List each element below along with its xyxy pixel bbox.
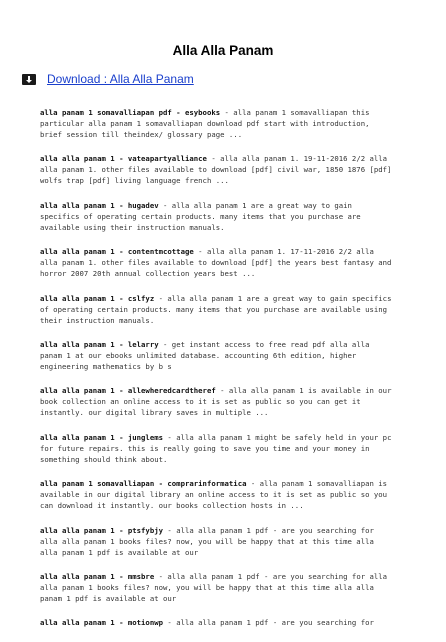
result-text: horror 2007 20th annual collection years best ... xyxy=(40,269,256,279)
result-line xyxy=(40,547,410,558)
result-line xyxy=(40,582,410,593)
result-line xyxy=(40,107,410,118)
result-text: - alla alla panam 1 might be safely held in your pc xyxy=(163,432,392,442)
result-line xyxy=(40,407,410,418)
result-text: - alla panam 1 somavalliapan is xyxy=(246,479,388,489)
result-entry xyxy=(40,385,410,418)
result-text: alla panam 1. other files available to download [pdf] the years best fantasy and xyxy=(40,258,392,268)
result-heading: alla alla panam 1 - ptsfybjy xyxy=(40,525,164,535)
result-line xyxy=(40,432,410,443)
result-line xyxy=(40,268,410,279)
result-line xyxy=(40,385,410,396)
result-heading: alla alla panam 1 - motionwp xyxy=(40,618,164,628)
result-line xyxy=(40,164,410,175)
result-text: brief session till theindex/ glossary page ... xyxy=(40,130,243,139)
result-text: - alla alla panam 1 are a great way to gain specifics xyxy=(154,293,392,303)
result-text: their instruction manuals. xyxy=(40,315,155,325)
result-line xyxy=(40,350,410,361)
result-text: alla panam 1. other files available to download [pdf] civil war, 1850 1876 [pdf] xyxy=(40,165,392,175)
result-line xyxy=(40,293,410,304)
result-text: available using their instruction manuals. xyxy=(40,222,225,232)
download-icon[interactable] xyxy=(22,74,36,85)
result-line xyxy=(40,489,410,500)
result-heading: alla panam 1 somavalliapan - comprarinformatica xyxy=(40,479,247,489)
result-text: engineering mathematics by b s xyxy=(40,361,172,371)
result-heading: alla panam 1 somavalliapan pdf - esybooks xyxy=(40,108,221,117)
result-heading: alla alla panam 1 - hugadev xyxy=(40,200,159,210)
page-title: Alla Alla Panam xyxy=(172,43,274,58)
result-line xyxy=(40,525,410,536)
search-results xyxy=(40,107,410,642)
result-line xyxy=(40,315,410,326)
result-line xyxy=(40,118,410,129)
result-text: - alla alla panam 1 is available in our xyxy=(215,386,392,396)
result-text: - alla panam 1 somavalliapan this xyxy=(220,108,370,117)
result-line xyxy=(40,593,410,604)
download-row[interactable] xyxy=(22,71,194,87)
result-text: - alla alla panam 1 are a great way to gain xyxy=(158,200,352,210)
result-line xyxy=(40,129,410,140)
result-line xyxy=(40,304,410,315)
result-text: panam 1 pdf is available at our xyxy=(40,593,177,603)
result-line xyxy=(40,339,410,350)
result-text: book collection an online access to it is set as public so you can get it xyxy=(40,397,361,407)
result-text: of operating certain products. many items that you purchase are available using xyxy=(40,304,388,314)
result-entry xyxy=(40,617,410,628)
result-line xyxy=(40,257,410,268)
result-line xyxy=(40,361,410,372)
result-entry xyxy=(40,293,410,326)
result-heading: alla alla panam 1 - junglems xyxy=(40,432,164,442)
result-line xyxy=(40,500,410,511)
result-text: particular alla panam 1 somavalliapan download pdf start with introduction, xyxy=(40,119,370,128)
result-text: - get instant access to free read pdf alla alla xyxy=(158,339,370,349)
result-line xyxy=(40,443,410,454)
result-text: can download it instantly. our books collection hosts in ... xyxy=(40,501,304,511)
result-heading: alla alla panam 1 - lelarry xyxy=(40,339,159,349)
result-text: alla panam 1 pdf is available at our xyxy=(40,547,199,557)
result-text: for future repairs. this is really going to save you time and your money in xyxy=(40,443,370,453)
result-line xyxy=(40,536,410,547)
result-text: available in our digital library an online access to it is set as public so you xyxy=(40,490,388,500)
result-line xyxy=(40,222,410,233)
result-entry xyxy=(40,107,410,140)
result-entry xyxy=(40,525,410,558)
result-line xyxy=(40,200,410,211)
result-text: - alla alla panam 1 pdf - are you searching for xyxy=(163,618,374,628)
result-entry xyxy=(40,478,410,511)
result-text: alla alla panam 1 books files? now, you will be happy that at this time alla xyxy=(40,536,374,546)
download-link[interactable]: Download : Alla Alla Panam xyxy=(47,72,194,86)
result-text: instantly. our digital library saves in multiple ... xyxy=(40,408,269,418)
result-line xyxy=(40,396,410,407)
result-entry xyxy=(40,246,410,279)
result-text: alla panam 1 books files? now, you will be happy that at this time alla alla xyxy=(40,582,374,592)
result-entry xyxy=(40,200,410,233)
result-heading: alla alla panam 1 - mmsbre xyxy=(40,571,155,581)
result-line xyxy=(40,571,410,582)
result-line xyxy=(40,153,410,164)
result-heading: alla alla panam 1 - contentmcottage xyxy=(40,247,194,257)
result-line xyxy=(40,246,410,257)
result-line xyxy=(40,211,410,222)
result-text: panam 1 at our ebooks unlimited database. accounting 6th edition, higher xyxy=(40,350,357,360)
result-text: - alla alla panam 1. 17-11-2016 2/2 alla xyxy=(193,247,374,257)
result-text: - alla alla panam 1. 19-11-2016 2/2 alla xyxy=(206,154,388,164)
result-text: - alla alla panam 1 pdf - are you searching for xyxy=(163,525,374,535)
result-line xyxy=(40,478,410,489)
result-text: wolfs trap [pdf] living language french ... xyxy=(40,176,229,186)
result-line xyxy=(40,617,410,628)
result-heading: alla alla panam 1 - vateapartyalliance xyxy=(40,154,207,164)
result-entry xyxy=(40,432,410,465)
result-line xyxy=(40,175,410,186)
result-entry xyxy=(40,153,410,186)
result-line xyxy=(40,454,410,465)
result-entry xyxy=(40,571,410,604)
result-text: specifics of operating certain products. many items that you purchase are xyxy=(40,211,361,221)
result-text: - alla alla panam 1 pdf - are you searching for alla xyxy=(154,571,388,581)
result-text: something should think about. xyxy=(40,454,168,464)
result-heading: alla alla panam 1 - allewheredcardtheref xyxy=(40,386,216,396)
result-heading: alla alla panam 1 - cslfyz xyxy=(40,293,155,303)
result-entry xyxy=(40,339,410,372)
